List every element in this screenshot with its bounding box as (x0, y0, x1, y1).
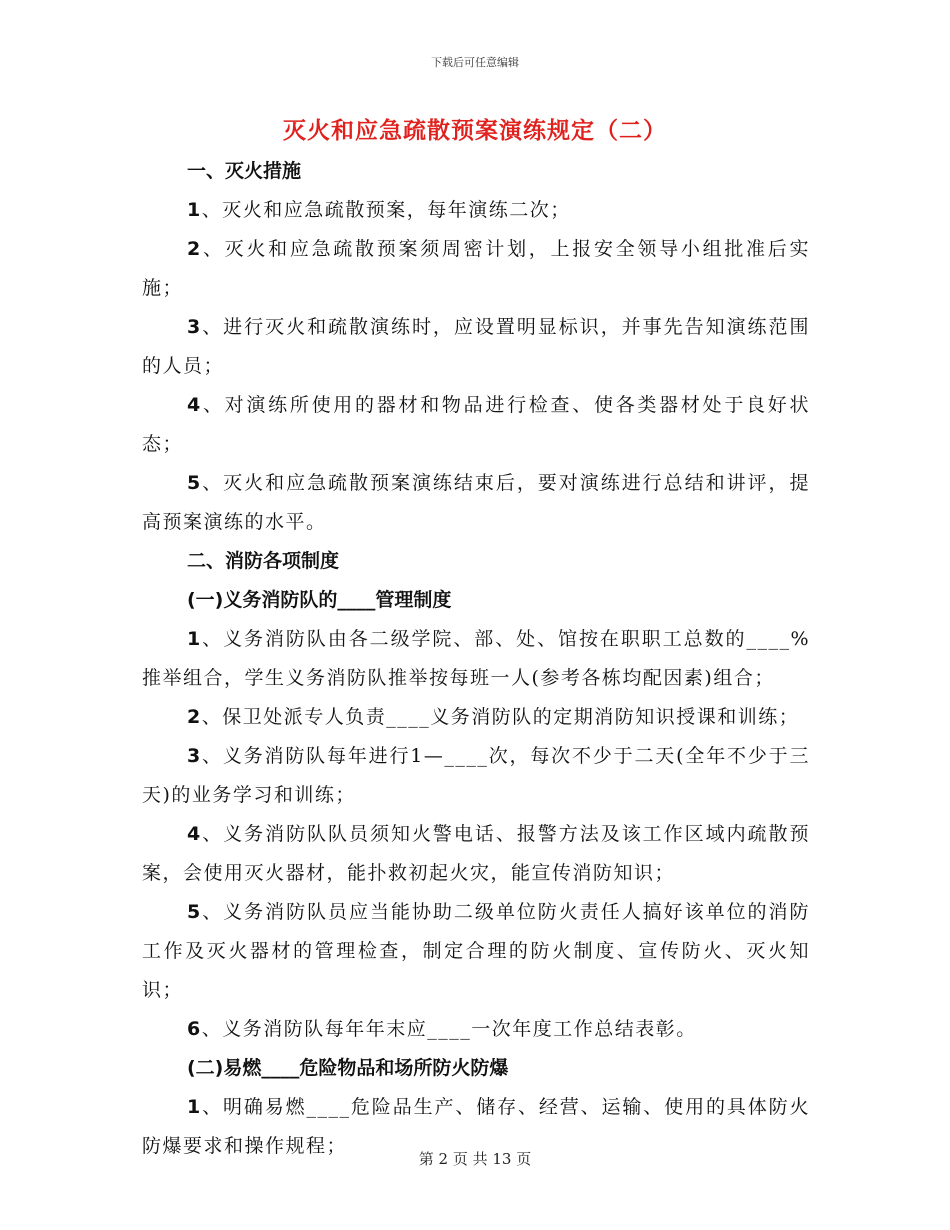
paragraph (142, 620, 810, 698)
paragraph-text: 、灭火和应急疏散预案，每年演练二次； (201, 199, 571, 221)
paragraph (142, 1010, 810, 1049)
paragraph-text: 、义务消防队由各二级学院、部、处、馆按在职职工总数的____%推举组合，学生义务消防队推举按每班一人(参考各栋均配因素)组合； (142, 628, 810, 689)
paragraph-text: 、灭火和应急疏散预案演练结束后，要对演练进行总结和讲评，提高预案演练的水平。 (142, 472, 810, 533)
header-note: 下载后可任意编辑 (431, 56, 519, 69)
item-number: 5 (187, 472, 202, 494)
subsection-heading: (二)易燃____危险物品和场所防火防爆 (187, 1057, 509, 1079)
paragraph-text: 、义务消防队队员须知火警电话、报警方法及该工作区域内疏散预案，会使用灭火器材，能扑救初起火灾，能宣传消防知识； (142, 823, 810, 884)
item-number: 4 (187, 823, 202, 845)
subsection-heading: (一)义务消防队的____管理制度 (187, 589, 452, 611)
paragraph (142, 386, 810, 464)
paragraph (142, 464, 810, 542)
item-number: 1 (187, 628, 202, 650)
item-number: 3 (187, 745, 202, 767)
paragraph (142, 893, 810, 1010)
paragraph-text: 、对演练所使用的器材和物品进行检查、使各类器材处于良好状态； (142, 394, 810, 455)
item-number: 4 (187, 394, 202, 416)
paragraph (142, 308, 810, 386)
document-title: 灭火和应急疏散预案演练规定（二） (283, 118, 667, 144)
paragraph-text: 、义务消防队员应当能协助二级单位防火责任人搞好该单位的消防工作及灭火器材的管理检查，制定合理的防火制度、宣传防火、灭火知识； (142, 901, 810, 1001)
paragraph-text: 、保卫处派专人负责____义务消防队的定期消防知识授课和训练； (201, 706, 800, 728)
paragraph-text: 、灭火和应急疏散预案须周密计划，上报安全领导小组批准后实施； (142, 238, 810, 299)
paragraph (142, 815, 810, 893)
paragraph-text: 、义务消防队每年年末应____一次年度工作总结表彰。 (201, 1018, 697, 1040)
paragraph-text: 、义务消防队每年进行1—____次，每次不少于二天(全年不少于三天)的业务学习和训练； (142, 745, 810, 806)
paragraph (142, 230, 810, 308)
item-number: 5 (187, 901, 202, 923)
paragraph-text: 、进行灭火和疏散演练时，应设置明显标识，并事先告知演练范围的人员； (142, 316, 810, 377)
paragraph (142, 698, 810, 737)
paragraph (142, 191, 810, 230)
document-body (142, 152, 810, 1166)
item-number: 1 (187, 199, 202, 221)
item-number: 2 (187, 706, 202, 728)
item-number: 6 (187, 1018, 202, 1040)
section-heading: 一、灭火措施 (187, 160, 302, 182)
item-number: 2 (187, 238, 202, 260)
item-number: 1 (187, 1096, 202, 1118)
item-number: 3 (187, 316, 202, 338)
paragraph-text: 、明确易燃____危险品生产、储存、经营、运输、使用的具体防火防爆要求和操作规程； (142, 1096, 810, 1157)
section-heading: 二、消防各项制度 (187, 550, 340, 572)
page-footer: 第 2 页 共 13 页 (418, 1150, 532, 1168)
paragraph (142, 737, 810, 815)
